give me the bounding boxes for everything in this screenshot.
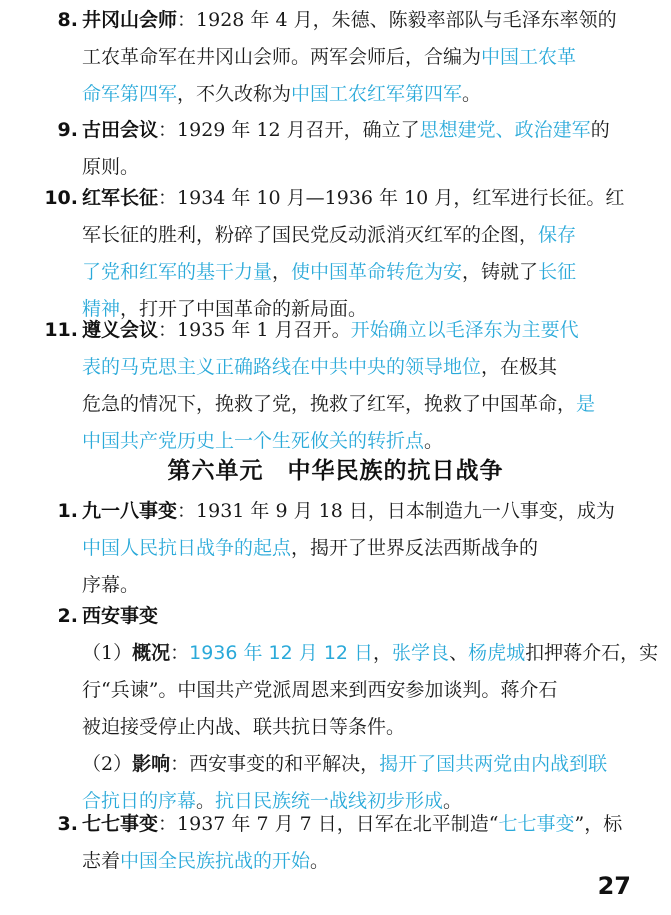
text-line bbox=[82, 254, 642, 291]
term-heading: 井冈山会师 bbox=[82, 9, 178, 31]
body-text: 扣押蒋介石，实 bbox=[525, 642, 659, 664]
highlight-text: 抗日民族统一战线初步形成 bbox=[215, 790, 444, 812]
text-line bbox=[82, 530, 642, 567]
body-text: 志着 bbox=[82, 850, 121, 872]
body-text: 。 bbox=[424, 430, 444, 452]
text-line bbox=[82, 312, 642, 349]
sub-heading: 影响 bbox=[132, 753, 171, 775]
highlight-text: 中国人民抗日战争的起点 bbox=[82, 537, 292, 559]
text-line bbox=[82, 709, 642, 746]
body-text: 、 bbox=[449, 642, 469, 664]
text-line bbox=[82, 180, 642, 217]
body-text: 军长征的胜利，粉碎了国民党反动派消灭红军的企图， bbox=[82, 224, 539, 246]
body-text: 的 bbox=[590, 119, 610, 141]
text-line bbox=[82, 39, 642, 76]
term-heading: 古田会议 bbox=[82, 119, 159, 141]
highlight-text: 了党和红军的基干力量 bbox=[82, 261, 273, 283]
highlight-text: 杨虎城 bbox=[468, 642, 526, 664]
body-text: ：1934 年 10 月—1936 年 10 月，红军进行长征。红 bbox=[158, 187, 625, 209]
body-text: ：1929 年 12 月召开，确立了 bbox=[158, 119, 420, 141]
text-line bbox=[82, 386, 642, 423]
body-text: ， bbox=[373, 642, 393, 664]
item-number: 1. bbox=[57, 500, 78, 522]
body-text: ：1935 年 1 月召开。 bbox=[158, 319, 351, 341]
text-line bbox=[82, 217, 642, 254]
body-text: ：西安事变的和平解决， bbox=[170, 753, 380, 775]
item-number: 3. bbox=[57, 813, 78, 835]
highlight-text: 1936 年 12 月 12 日 bbox=[189, 642, 374, 664]
unit-title: 第六单元 中华民族的抗日战争 bbox=[167, 458, 504, 484]
highlight-text: 使中国革命转危为安 bbox=[291, 261, 463, 283]
body-text: 。 bbox=[196, 790, 216, 812]
sub-heading: 概况 bbox=[132, 642, 171, 664]
highlight-text: 长征 bbox=[538, 261, 577, 283]
body-text: （2） bbox=[82, 753, 133, 775]
body-text: 序幕。 bbox=[82, 574, 140, 596]
unit-six-item bbox=[57, 493, 642, 604]
body-text: ，揭开了世界反法西斯战争的 bbox=[291, 537, 539, 559]
body-text: ：1931 年 9 月 18 日，日本制造九一八事变，成为 bbox=[177, 500, 615, 522]
highlight-text: 合抗日的序幕 bbox=[82, 790, 197, 812]
highlight-text: 是 bbox=[576, 393, 596, 415]
term-heading: 七七事变 bbox=[82, 813, 159, 835]
page-number: 27 bbox=[597, 872, 631, 900]
text-line bbox=[82, 635, 659, 672]
highlight-text: 中国共产党历史上一个生死攸关的转折点 bbox=[82, 430, 425, 452]
item-number: 8. bbox=[57, 9, 78, 31]
body-text: ：1928 年 4 月，朱德、陈毅率部队与毛泽东率领的 bbox=[177, 9, 617, 31]
body-text: ， bbox=[272, 261, 292, 283]
body-text: 被迫接受停止内战、联共抗日等条件。 bbox=[82, 716, 406, 738]
body-text: 危急的情况下，挽救了党，挽救了红军，挽救了中国革命， bbox=[82, 393, 577, 415]
highlight-text: 思想建党、政治建军 bbox=[419, 119, 591, 141]
text-line bbox=[82, 746, 642, 783]
highlight-text: 表的马克思主义正确路线在中共中央的领导地位 bbox=[82, 356, 482, 378]
unit-five-item bbox=[44, 180, 642, 328]
unit-five-item bbox=[44, 312, 642, 460]
term-heading: 遵义会议 bbox=[82, 319, 159, 341]
body-text: ，不久改称为 bbox=[177, 83, 292, 105]
highlight-text: 命军第四军 bbox=[82, 83, 178, 105]
text-line bbox=[82, 2, 642, 39]
unit-five-item bbox=[57, 112, 642, 186]
item-number: 10. bbox=[44, 187, 78, 209]
highlight-text: 中国工农革 bbox=[481, 46, 577, 68]
item-number: 2. bbox=[57, 605, 78, 627]
text-line bbox=[82, 112, 642, 149]
body-text: 工农革命军在井冈山会师。两军会师后，合编为 bbox=[82, 46, 482, 68]
body-text: ：1937 年 7 月 7 日，日军在北平制造“ bbox=[158, 813, 499, 835]
body-text: 。 bbox=[443, 790, 463, 812]
highlight-text: 揭开了国共两党由内战到联 bbox=[379, 753, 608, 775]
text-line bbox=[82, 806, 642, 843]
body-text: ： bbox=[170, 642, 190, 664]
highlight-text: 中国工农红军第四军 bbox=[291, 83, 463, 105]
highlight-text: 开始确立以毛泽东为主要代 bbox=[350, 319, 579, 341]
highlight-text: 中国全民族抗战的开始 bbox=[120, 850, 311, 872]
body-text: ，打开了中国革命的新局面。 bbox=[120, 298, 368, 320]
highlight-text: 保存 bbox=[538, 224, 577, 246]
highlight-text: 七七事变 bbox=[498, 813, 575, 835]
body-text: ，在极其 bbox=[481, 356, 558, 378]
term-heading: 西安事变 bbox=[82, 605, 159, 627]
item-number: 11. bbox=[44, 319, 78, 341]
text-line bbox=[82, 672, 642, 709]
term-heading: 红军长征 bbox=[82, 187, 159, 209]
body-text: 。 bbox=[462, 83, 482, 105]
body-text: ”，标 bbox=[574, 813, 623, 835]
term-heading: 九一八事变 bbox=[82, 500, 178, 522]
text-line bbox=[82, 598, 642, 635]
text-line bbox=[82, 493, 642, 530]
highlight-text: 精神 bbox=[82, 298, 121, 320]
item-number: 9. bbox=[57, 119, 78, 141]
unit-five-item bbox=[57, 2, 642, 113]
unit-six-item bbox=[57, 598, 659, 820]
body-text: 原则。 bbox=[82, 156, 140, 178]
body-text: 行“兵谏”。中国共产党派周恩来到西安参加谈判。蒋介石 bbox=[82, 679, 558, 701]
body-text: （1） bbox=[82, 642, 133, 664]
text-line bbox=[82, 349, 642, 386]
text-line bbox=[82, 76, 642, 113]
text-line bbox=[82, 843, 642, 880]
unit-six-item bbox=[57, 806, 642, 880]
body-text: ，铸就了 bbox=[462, 261, 539, 283]
body-text: 。 bbox=[310, 850, 330, 872]
highlight-text: 张学良 bbox=[392, 642, 450, 664]
